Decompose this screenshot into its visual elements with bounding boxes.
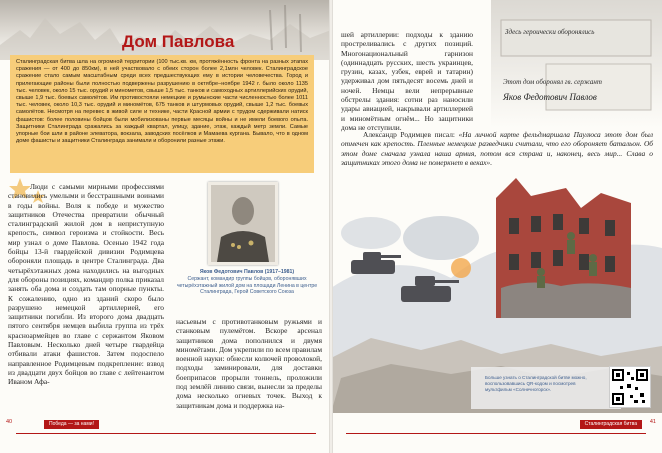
qr-code[interactable]: [609, 366, 651, 408]
article-column-2: насьевым с противотанковым ружьями и станковым пулемётом. Вскоре арсенал защитников дома пополнился и двумя миномётами. Дом укрепили по всем правилам военной науки: обнесли колючей проволокой, подходы заминировали, для доставки боеприпасов прорыли тоннель, проложили под землёй линию связи, вынесли за пределы дома несколько огневых точек. Выход к защитникам дома и поддержка на-: [176, 317, 322, 410]
pavlov-portrait-photo: [208, 182, 278, 265]
caption-description: Сержант, командир группы бойцов, оборонявших четырёхэтажный жилой дом на площади Ленина в центре Сталинграда, Герой Советского Союза: [176, 275, 318, 296]
inscription-line-1: Здесь героически оборонялись: [505, 28, 595, 36]
info-box-text: Сталинградская битва шла на огромной территории (100 тыс.кв. км, протяжённость фронта на разных этапах сражения — от 400 до 850км), в ней участвовало с обеих сторон более 2,1млн человек. Сталинградское сражение стало самым масштабным среди всех предшествующих ему в истории человечества. Город и прилегающие районы были полностью подвержены разрушению в октябре–ноябре 1942 г. было около 1135 тыс. человек, около 15 тыс. орудий и минометов, свыше 1,5 тыс. танков и самоходных артиллерийских орудий, свыше 1,9 тыс. боевых самолётов. Им противостояли немецкие и румынские части численностью более 1011 тыс. человек, около 10,3 тыс. орудий и миномётов, 675 танков и штурмовых орудий, свыше 1,2 тыс. боевых самолётов. Несмотря на перевес в живой силе и технике, части Красной армии с трудом сдерживали натиск фашистов: более половины бойцов были мобилизованы первые месяцы войны и не имели боевого опыта. Защитники Сталинграда сражались за каждый квартал, улицу, здание, этаж, каждый метр земли. Самые упорные бои шли в районе элеватора, вокзала, заводских посёлков и Мамаева кургана. Бывало, что в одном доме фашисты и защитники Сталинграда занимали и оборонили разные этажи.: [16, 59, 308, 145]
quote-text: «На личной карте фельдмаршала Паулюса этот дом был отмечен как крепость. Пленные немецкие разведчики считали, что его обороняет батальон. Об этом доме сначала узнала наша армия, потом вся страна и, наконец, весь мир... Слава о защитниках этого дома не померкнет в веках».: [341, 130, 653, 167]
info-box: [10, 55, 314, 173]
quote-intro: Александр Родимцев писал:: [363, 130, 459, 139]
caption-name: Яков Федотович Павлов (1917–1981): [199, 269, 295, 275]
rodimtsev-quote: [341, 130, 653, 167]
inscription-line-2: Этот дом оборонял гв. сержант: [503, 78, 602, 86]
article-column-1: Люди с самыми мирными профессиями становились умелыми и бесстрашными воинами в годы войны. Воля к победе и мужество защитников Отечества превратили обычный сталинградский жилой дом в неприступную крепость, символ героизма и стойкости. Весь мир узнал о доме Павлова. Осенью 1942 года бойцы 13-й гвардейской дивизии Родимцева обороняли площадь в центре Сталинграда. Два четырёхэтажных дома находились на выгодных для обороны позициях, командир полка приказал занять оба дома и создать там опорные пункты. К сожалению, одно из зданий скоро было разрушено немецкой артиллерией, его защитники погибли. Из второго дома двадцать пятого сентября немцев выбила группа из трёх красноармейцев во главе с сержантом Яковом Павловым. Несколько дней четыре гвардейца отбивали атаки фашистов. Затем подоспело направленное Родимцевым подкрепление: взвод из двадцати двух бойцов во главе с лейтенантом Иваном Афа-: [8, 182, 164, 387]
inscription-line-3: Яков Федотович Павлов: [503, 92, 597, 102]
historic-inscription-photo: [491, 0, 662, 128]
book-gutter: [329, 0, 333, 453]
footer-section-tab: Победа — за нами!: [44, 420, 99, 429]
page-number-left: 40: [6, 419, 13, 425]
footer-section-tab-right: Сталинградская битва: [580, 420, 642, 429]
qr-note-text: Больше узнать о Сталинградской битве можно, воспользовавшись QR-кодом и посмотрев мультфильм «Солнечногорск».: [485, 375, 587, 392]
article-column-3: шей артиллерии: подходы к зданию простреливались с других позиций. Многонациональный гарнизон (одиннадцать русских, шесть украинцев, грузин, казах, узбек, еврей и татарин) удерживал дом пятьдесят восемь дней и ночей. Немцы вели непрерывные обстрелы здания: сотни раз наносили удары авиацией, накрывали артиллерией и миномётным огнём... Но защитники дома не отступили.: [341, 30, 473, 132]
page-number-right: 41: [649, 419, 656, 425]
portrait-caption: [176, 269, 318, 296]
right-page: [331, 0, 662, 453]
page-title: Дом Павлова: [122, 32, 235, 51]
